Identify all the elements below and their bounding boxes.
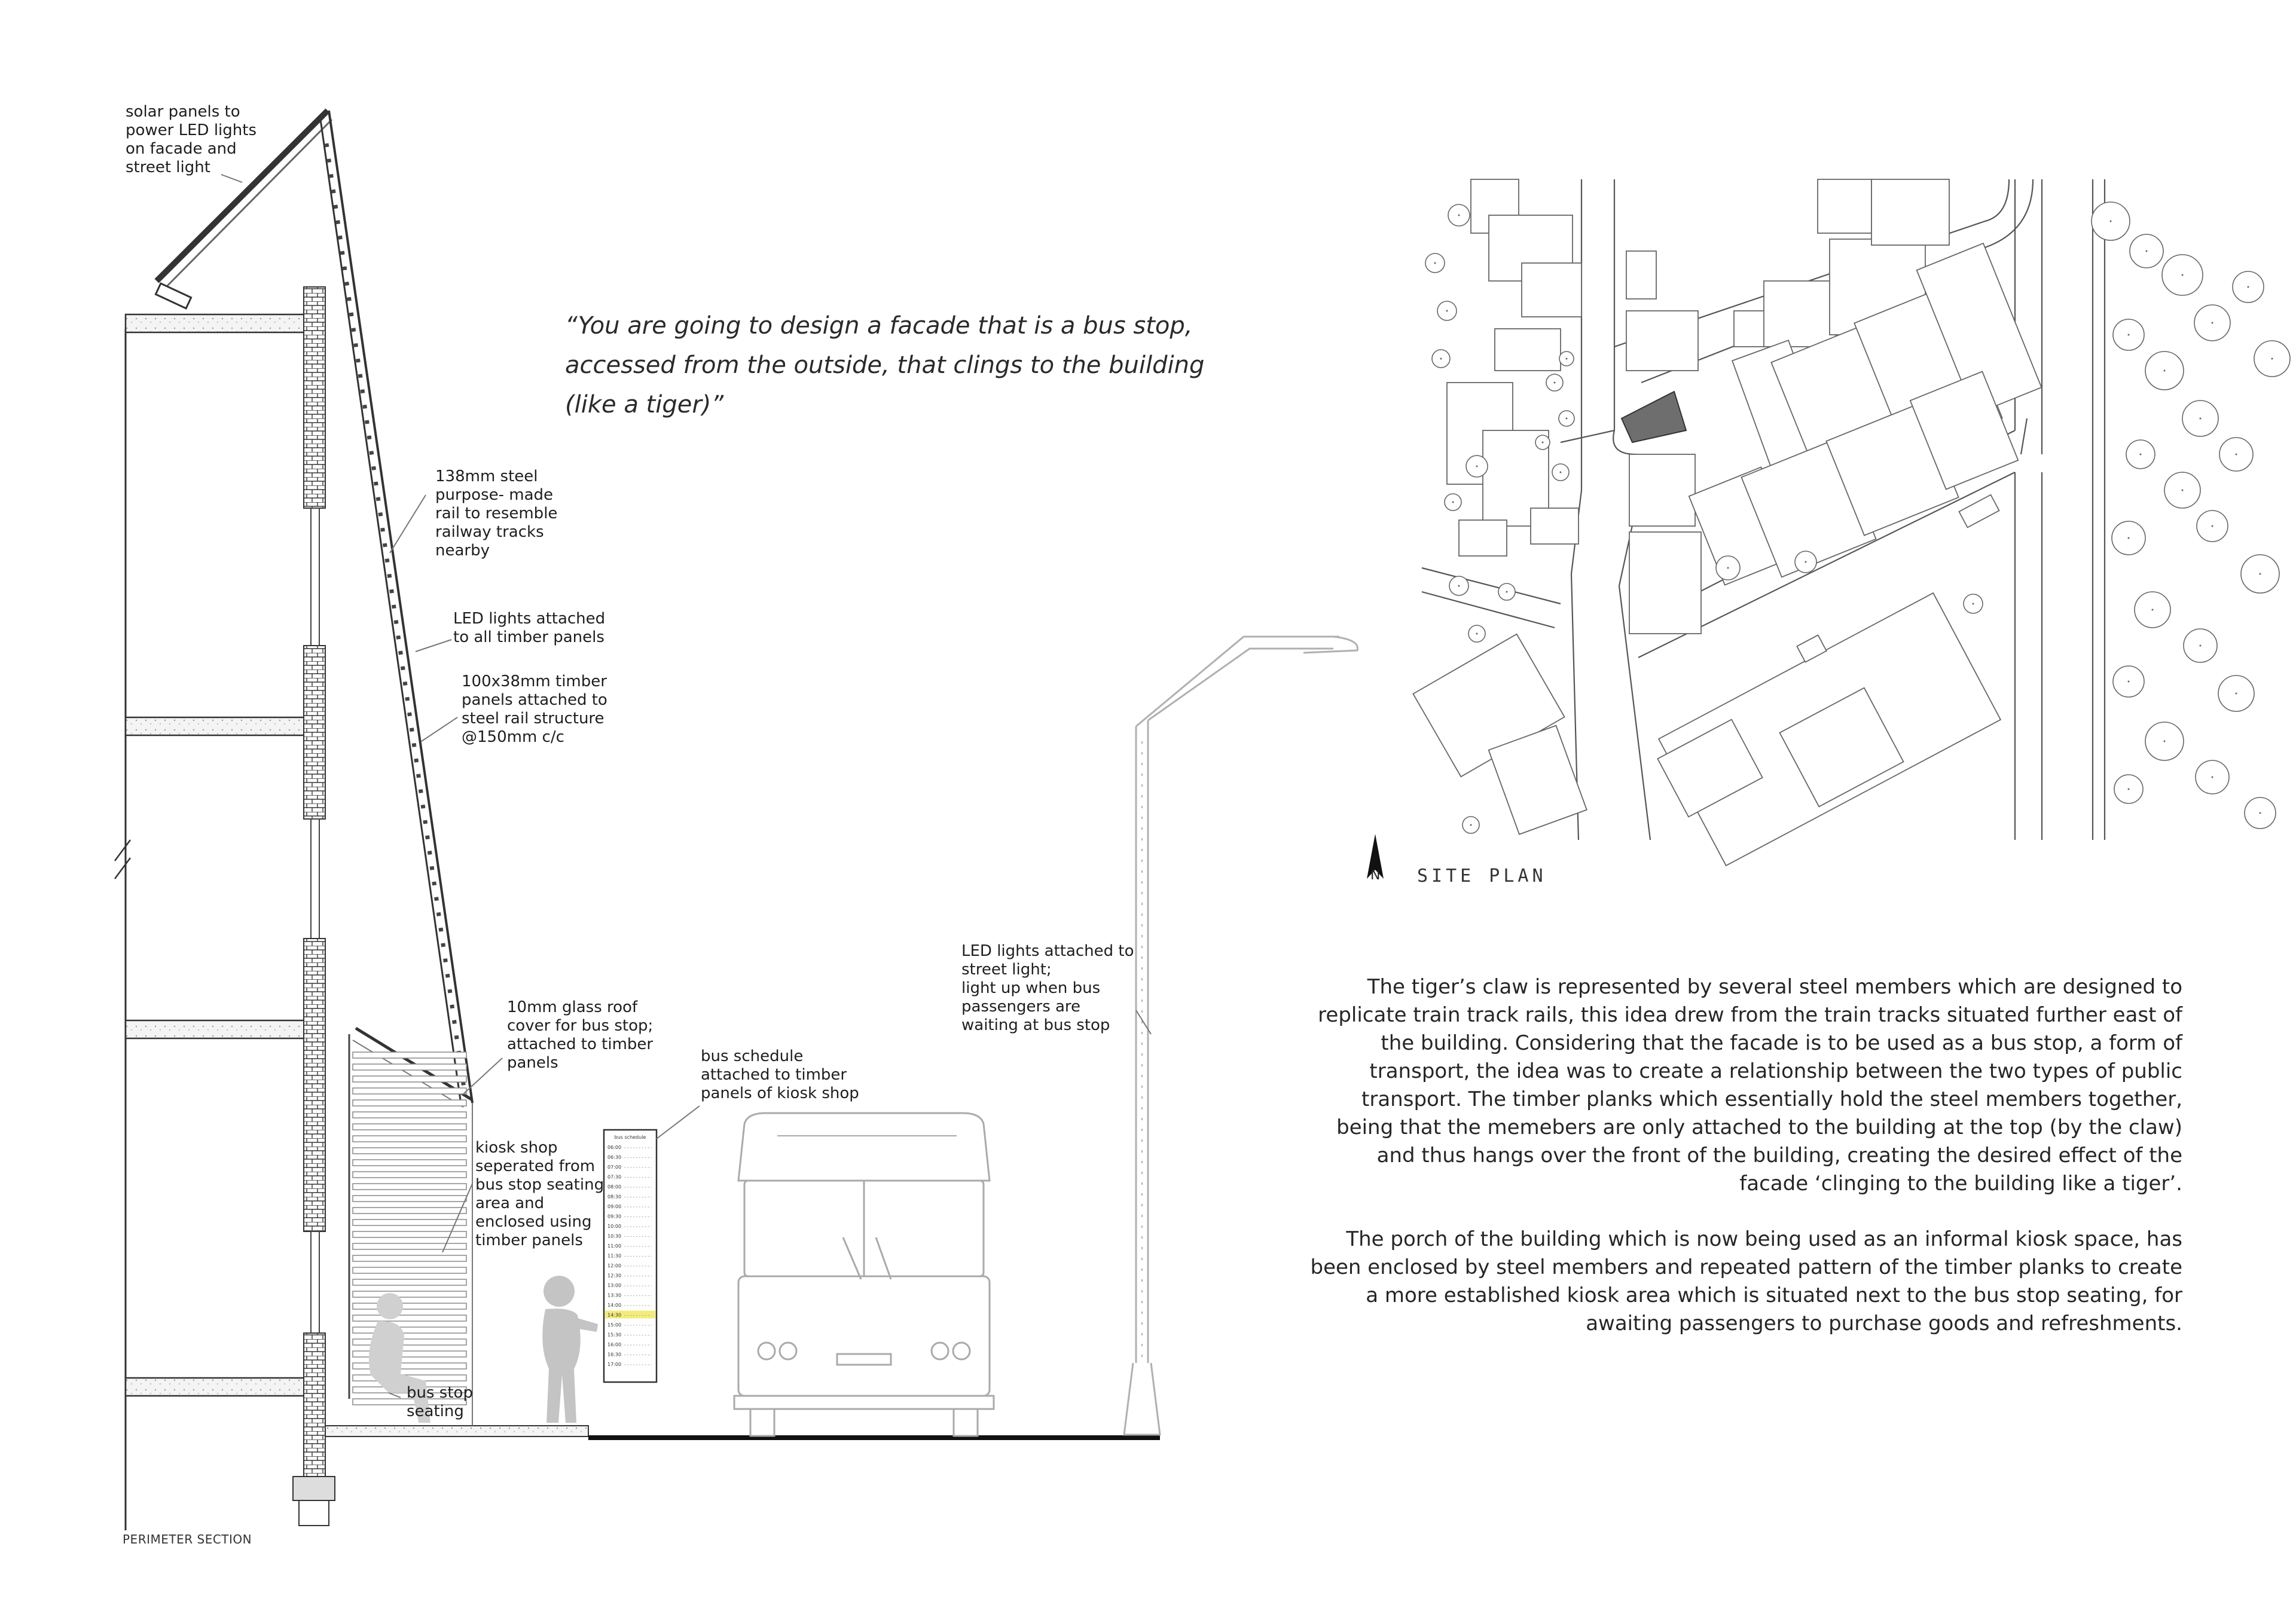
- schedule-time: 15:00: [607, 1322, 622, 1328]
- schedule-time: 08:00: [607, 1184, 622, 1190]
- label-seating: bus stop seating: [407, 1384, 473, 1420]
- tree-center: [1458, 585, 1460, 587]
- porch-slab: [325, 1426, 588, 1436]
- footing: [299, 1500, 329, 1526]
- brick-wall-mid: [304, 646, 325, 819]
- schedule-time: 10:30: [607, 1233, 622, 1239]
- tree-center: [2248, 286, 2249, 288]
- schedule-time: 09:30: [607, 1214, 622, 1219]
- floor-slab-1: [126, 1378, 323, 1396]
- timber-plank: [353, 1327, 466, 1333]
- schedule-time: 09:00: [607, 1204, 622, 1209]
- floor-slab-3: [126, 717, 323, 735]
- north-label: N: [1370, 868, 1381, 883]
- tree-center: [1506, 591, 1508, 593]
- timber-plank: [353, 1196, 466, 1202]
- tree-center: [2164, 370, 2166, 372]
- timber-plank: [353, 1315, 466, 1321]
- steel-rail-outer: [329, 111, 472, 1103]
- schedule-time: 12:30: [607, 1273, 622, 1279]
- rail-timber-ticks: [326, 143, 464, 1088]
- glass-roof-inner: [353, 1040, 463, 1107]
- timber-plank: [353, 1052, 466, 1058]
- label-led-timber: LED lights attached to all timber panels: [453, 610, 606, 646]
- brick-wall-base: [304, 1333, 325, 1477]
- timber-plank: [353, 1243, 466, 1249]
- tree-center: [2164, 741, 2166, 742]
- label-street-light: LED lights attached to street light; light up when bus passengers are waiting at bus stop: [961, 942, 1134, 1034]
- design-brief-quote: “You are going to design a facade that is a bus stop, accessed from the outside, that clings to the building (like a tiger)”: [565, 312, 1205, 418]
- schedule-time: 06:00: [607, 1145, 622, 1150]
- schedule-time: 16:00: [607, 1342, 622, 1347]
- tree-center: [2200, 418, 2202, 420]
- brick-wall-low: [304, 939, 325, 1231]
- tree-center: [2236, 693, 2237, 695]
- label-solar-panels: solar panels to power LED lights on facade and street light: [126, 103, 257, 176]
- timber-plank: [353, 1208, 466, 1214]
- tree-center: [1542, 442, 1544, 444]
- schedule-time: 16:30: [607, 1352, 622, 1358]
- tree-center: [2146, 250, 2148, 252]
- tree-center: [2212, 322, 2213, 324]
- schedule-time: 06:30: [607, 1154, 622, 1160]
- schedule-time: 17:00: [607, 1362, 622, 1367]
- tree-center: [2271, 358, 2273, 360]
- label-bus-schedule: bus schedule attached to timber panels of kiosk shop: [701, 1047, 859, 1102]
- timber-plank: [353, 1076, 466, 1082]
- timber-plank: [353, 1148, 466, 1154]
- tree-center: [2212, 525, 2213, 527]
- timber-plank: [353, 1219, 466, 1225]
- tree-center: [2260, 573, 2261, 575]
- tree-center: [2212, 777, 2213, 778]
- site-plan: [1413, 179, 2292, 866]
- timber-plank: [353, 1184, 466, 1190]
- steel-rail-inner: [320, 120, 460, 1100]
- schedule-time: 12:00: [607, 1263, 622, 1269]
- timber-plank: [353, 1279, 466, 1285]
- tree-center: [2236, 454, 2237, 456]
- schedule-time: 14:00: [607, 1303, 622, 1308]
- timber-plank: [353, 1303, 466, 1309]
- tree-center: [1554, 382, 1556, 384]
- tree-center: [2152, 609, 2154, 611]
- tree-center: [1805, 561, 1807, 563]
- window-panel: [311, 819, 319, 939]
- schedule-time: 13:30: [607, 1292, 622, 1298]
- tree-center: [2182, 274, 2184, 276]
- brick-wall-top: [304, 287, 325, 508]
- schedule-time: 14:30: [607, 1312, 622, 1318]
- tree-center: [2128, 334, 2130, 336]
- schedule-time: 07:00: [607, 1164, 622, 1170]
- window-panel: [311, 1231, 319, 1333]
- timber-plank: [353, 1100, 466, 1106]
- schedule-time: 11:00: [607, 1243, 622, 1249]
- description-paragraph-2: The porch of the building which is now being used as an informal kiosk space, has been enclosed by steel members and repeated pattern of the timber planks to create a more established kiosk area which is situated next to the bus stop seating, for awaiting passengers to purchase goods and refreshments.: [1310, 1227, 2182, 1335]
- timber-plank: [353, 1255, 466, 1261]
- bus-schedule-board: [604, 1130, 657, 1382]
- label-kiosk: kiosk shop seperated from bus stop seating area and enclosed using timber panels: [475, 1139, 604, 1249]
- tree-center: [1727, 567, 1729, 569]
- section-title: PERIMETER SECTION: [123, 1532, 252, 1546]
- tree-center: [1440, 358, 1442, 360]
- timber-plank: [353, 1160, 466, 1166]
- tree-center: [2128, 681, 2130, 683]
- site-plan-title: SITE PLAN: [1417, 866, 1547, 887]
- tree-center: [1566, 418, 1568, 420]
- tree-center: [2182, 490, 2184, 491]
- schedule-time: 13:00: [607, 1283, 622, 1288]
- schedule-time: 11:30: [607, 1253, 622, 1259]
- floor-slab-2: [126, 1020, 323, 1038]
- foundation: [293, 1477, 335, 1500]
- tree-center: [2128, 788, 2130, 790]
- tree-center: [1452, 502, 1454, 503]
- tree-center: [2110, 221, 2112, 222]
- break-mark: [115, 840, 130, 861]
- tree-center: [1566, 358, 1568, 360]
- tree-center: [1434, 262, 1436, 264]
- bus-outline: [734, 1113, 994, 1436]
- timber-plank: [353, 1291, 466, 1297]
- schedule-time: 07:30: [607, 1174, 622, 1180]
- label-timber-panels: 100x38mm timber panels attached to steel rail structure @150mm c/c: [462, 673, 607, 746]
- timber-plank: [353, 1064, 466, 1070]
- standing-person-figure: [542, 1276, 598, 1423]
- tree-center: [2260, 812, 2261, 814]
- tree-center: [1470, 824, 1472, 826]
- window-panel: [311, 508, 319, 646]
- tree-center: [2200, 645, 2202, 647]
- timber-plank: [353, 1339, 466, 1345]
- tree-center: [1476, 633, 1478, 635]
- floor-slab-roof: [126, 314, 323, 332]
- timber-plank: [353, 1088, 466, 1094]
- solar-mount: [155, 283, 191, 308]
- timber-plank: [353, 1136, 466, 1142]
- label-steel-rail: 138mm steel purpose- made rail to resemble railway tracks nearby: [435, 467, 558, 560]
- tree-center: [1973, 603, 1974, 605]
- schedule-time: 08:30: [607, 1194, 622, 1200]
- description-paragraph-1: The tiger’s claw is represented by several steel members which are designed to replicate train track rails, this idea drew from the train tracks situated further east of the building. Considering that the facade is to be used as a bus stop, a form of transport, the idea was to create a relationship between the two types of public transport. The timber planks which essentially hold the steel members together, being that the memebers are only attached to the building at the top (by the claw) and thus hangs over the front of the building, creating the desired effect of the facade ‘clinging to the building like a tiger’.: [1318, 975, 2182, 1196]
- tree-center: [1446, 310, 1448, 312]
- schedule-time: 15:30: [607, 1332, 622, 1338]
- schedule-time: 10:00: [607, 1224, 622, 1229]
- tree-center: [1458, 215, 1460, 216]
- tree-center: [2128, 537, 2130, 539]
- timber-plank: [353, 1112, 466, 1118]
- timber-plank: [353, 1267, 466, 1273]
- tree-center: [2140, 454, 2142, 456]
- schedule-title: bus schedule: [614, 1135, 646, 1140]
- label-glass-roof: 10mm glass roof cover for bus stop; attached to timber panels: [507, 998, 654, 1072]
- break-mark: [115, 858, 130, 879]
- timber-plank: [353, 1172, 466, 1178]
- timber-plank: [353, 1124, 466, 1130]
- tree-center: [1560, 472, 1562, 473]
- tree-center: [1476, 466, 1478, 467]
